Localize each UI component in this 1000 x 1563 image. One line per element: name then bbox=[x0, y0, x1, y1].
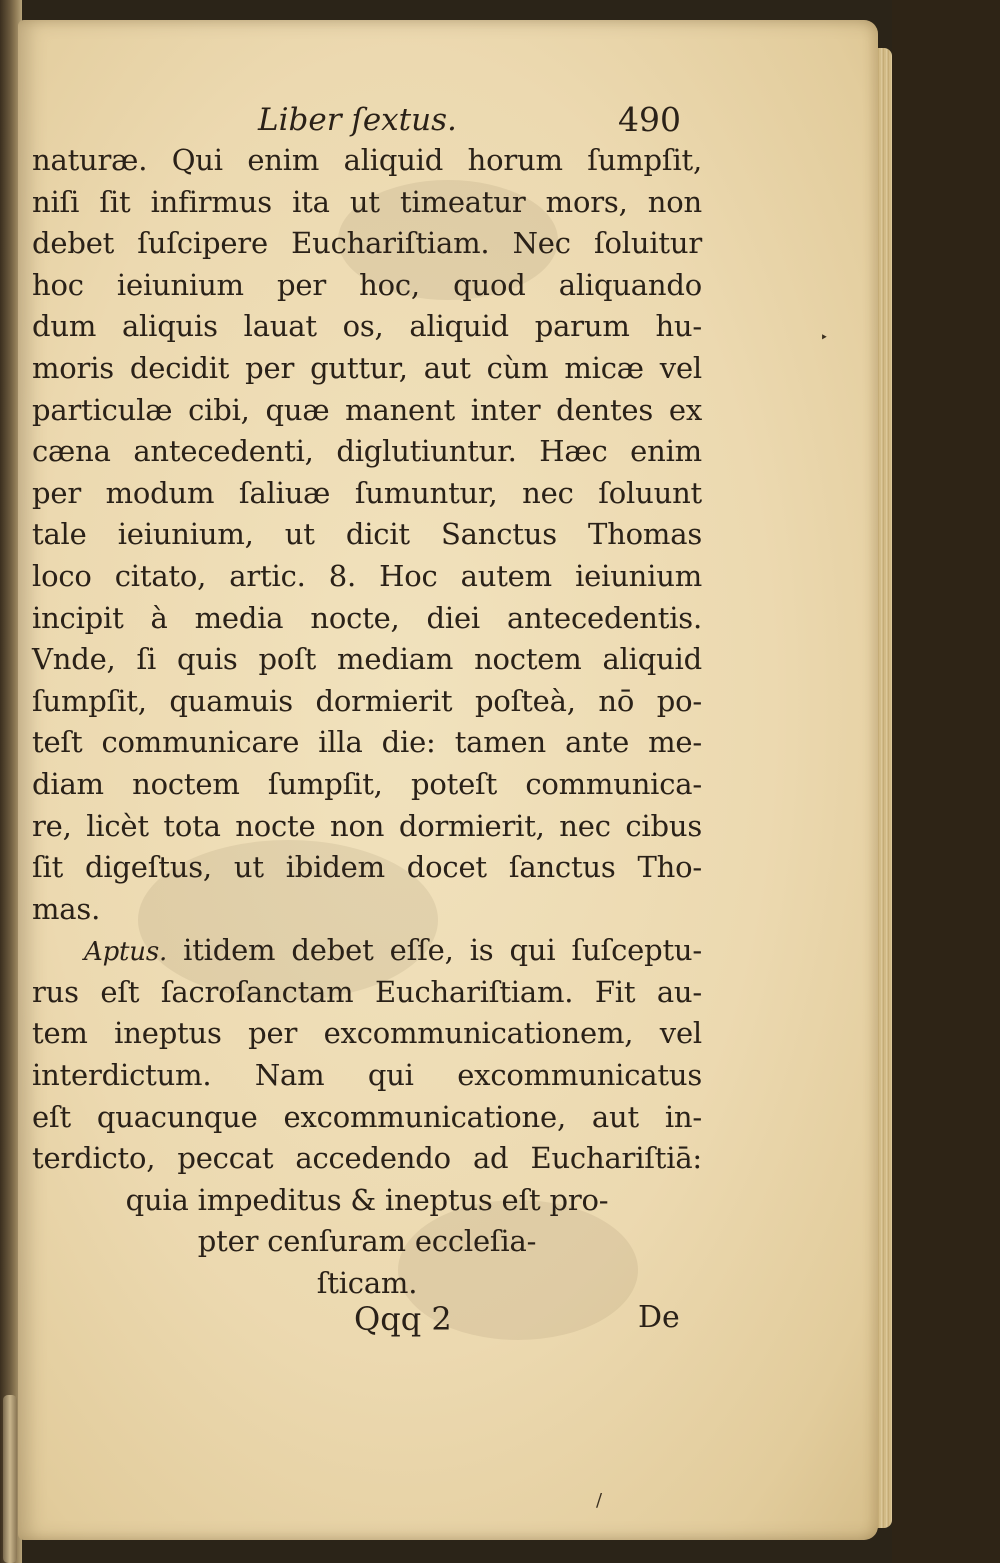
text-line: particulæ cibi, quæ manent inter dentes ex bbox=[32, 392, 702, 427]
text-line: eſt quacunque excommunicatione, aut in- bbox=[32, 1099, 702, 1134]
text-line: pter cenſuram eccleſia- bbox=[197, 1224, 537, 1259]
text-line: cæna antecedenti, diglutiuntur. Hæc enim bbox=[32, 434, 702, 469]
text-line: moris decidit per guttur, aut cùm micæ vel bbox=[32, 350, 702, 385]
lead-word: Aptus. bbox=[84, 937, 168, 968]
first-line-rest: itidem debet eſſe, is qui ſuſceptu- bbox=[167, 933, 702, 968]
text-line: tale ieiunium, ut dicit Sanctus Thomas bbox=[32, 517, 702, 552]
text-line: incipit à media nocte, diei antecedentis. bbox=[32, 600, 702, 635]
text-line: per modum ſaliuæ ſumuntur, nec ſoluunt bbox=[32, 475, 702, 510]
text-line: ſit digeſtus, ut ibidem docet ſanctus Tho- bbox=[32, 850, 702, 885]
text-line: rus eſt ſacroſanctam Euchariſtiam. Fit au- bbox=[32, 974, 702, 1009]
running-title: Liber ſextus. bbox=[258, 102, 457, 138]
text-line: dum aliquis lauat os, aliquid parum hu- bbox=[32, 309, 702, 344]
body-text bbox=[32, 140, 702, 1305]
text-line: quia impeditus & ineptus eſt pro- bbox=[125, 1182, 609, 1217]
text-line: naturæ. Qui enim aliquid horum ſumpſit, bbox=[32, 143, 702, 177]
text-line: re, licèt tota nocte non dormierit, nec cibus bbox=[32, 808, 702, 843]
margin-mark: / bbox=[596, 1490, 603, 1511]
page-footer bbox=[32, 1300, 702, 1344]
catchword: De bbox=[638, 1300, 680, 1335]
paragraph-first-line bbox=[32, 930, 702, 972]
text-line: loco citato, artic. 8. Hoc autem ieiunium bbox=[32, 558, 702, 593]
margin-mark: ‣ bbox=[820, 330, 829, 346]
bookmark-ribbon bbox=[3, 1395, 17, 1563]
text-line: mas. bbox=[32, 891, 101, 926]
text-line: debet ſuſcipere Euchariſtiam. Nec ſoluitur bbox=[32, 226, 702, 261]
text-line: interdictum. Nam qui excommunicatus bbox=[32, 1058, 702, 1093]
text-line: ſticam. bbox=[316, 1266, 418, 1301]
text-line: niſi ſit infirmus ita ut timeatur mors, non bbox=[32, 184, 702, 219]
text-line: teſt communicare illa die: tamen ante me- bbox=[32, 725, 702, 760]
text-line: tem ineptus per excommunicationem, vel bbox=[32, 1016, 702, 1051]
text-line: hoc ieiunium per hoc, quod aliquando bbox=[32, 267, 702, 302]
text-line: Vnde, ſi quis poſt mediam noctem aliquid bbox=[32, 642, 702, 677]
signature-mark: Qqq 2 bbox=[354, 1300, 452, 1338]
text-line: terdicto, peccat accedendo ad Euchariſtiā: bbox=[32, 1141, 702, 1176]
page-number: 490 bbox=[618, 100, 681, 139]
background-right bbox=[892, 0, 1000, 1563]
text-line: ſumpſit, quamuis dormierit poſteà, nō po- bbox=[32, 683, 702, 718]
text-line: diam noctem ſumpſit, poteſt communica- bbox=[32, 766, 702, 801]
